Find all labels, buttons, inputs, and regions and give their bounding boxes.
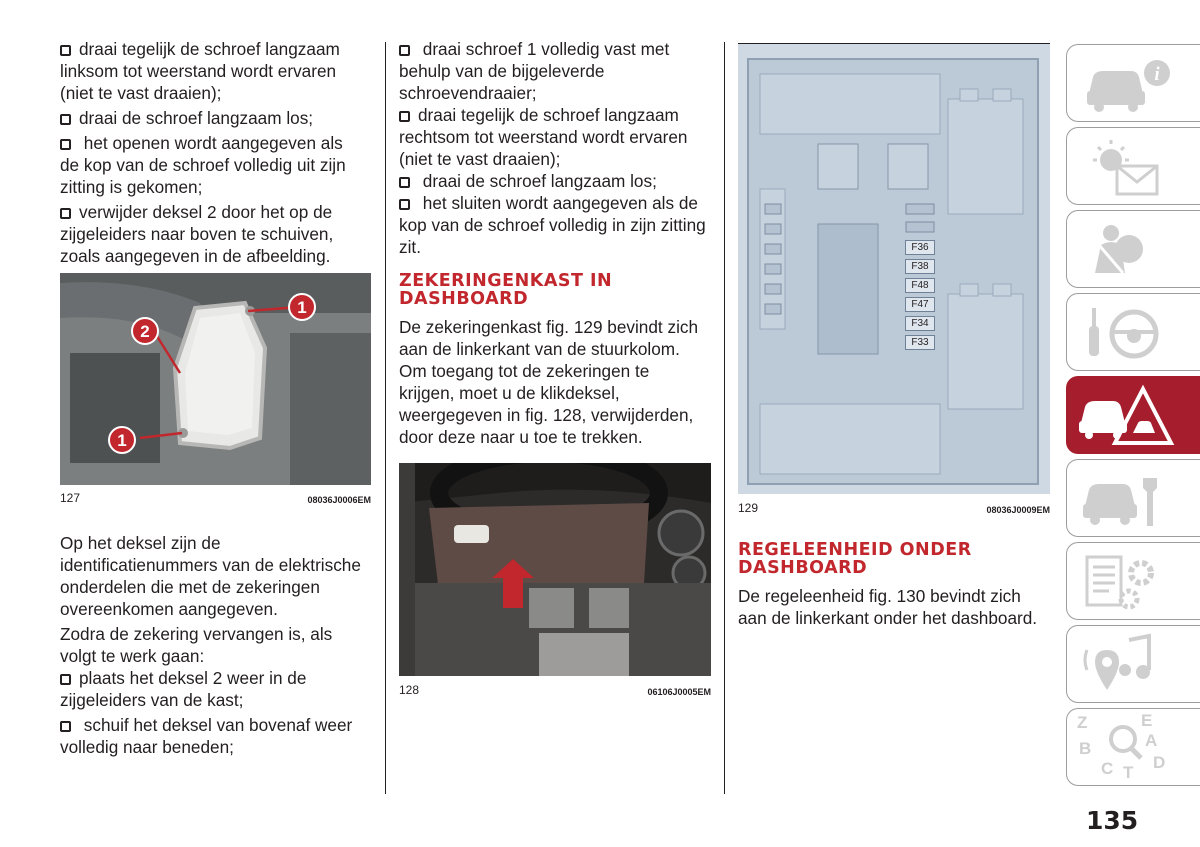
page-number: 135 [1086,806,1139,835]
index-letter: D [1153,753,1166,772]
column-1-lower [60,532,380,761]
magnifier-icon [1105,721,1145,761]
dashboard-lights-icon [1079,132,1179,202]
figure-127-caption [60,491,371,505]
index-letter: B [1079,739,1092,758]
column-3-text [738,541,1058,632]
figure-code: 08036J0009EM [986,505,1050,515]
index-letter: C [1101,759,1114,778]
index-letter: T [1123,763,1134,782]
callout-1-label: 1 [117,431,127,450]
tab-dashboard[interactable] [1066,127,1200,205]
tab-emergency[interactable] [1066,376,1200,454]
index-letter: A [1145,731,1158,750]
figure-128-caption [399,683,711,697]
checkbox-icon [60,114,71,125]
svg-text:i: i [1154,64,1160,85]
column-divider [724,42,725,794]
paragraph: Zodra de zekering vervangen is, als volgt te werk gaan: [60,624,333,666]
checkbox-icon [399,111,410,122]
paragraph: Op het deksel zijn de identificatienummers van de elektrische onderdelen die met de zekeringen overeenkomen aangegeven. [60,533,361,619]
step-item: draai de schroef langzaam los; [399,170,719,192]
figure-code: 06106J0005EM [647,687,711,697]
callout-2-label: 2 [140,322,150,341]
fuse-label: F33 [905,335,935,350]
emergency-warning-icon [1075,381,1175,451]
index-icon [1075,711,1175,785]
checkbox-icon [399,199,410,210]
step-item: draai schroef 1 volledig vast met behulp van de bijgeleverde schroevendraaier; [399,39,670,103]
fuse-label: F48 [905,278,935,293]
checkbox-icon [399,45,410,56]
fuse-label: F38 [905,259,935,274]
tab-multimedia[interactable] [1066,625,1200,703]
checkbox-icon [60,45,71,56]
fuse-label: F36 [905,240,935,255]
tab-safety[interactable] [1066,210,1200,288]
step-item: draai tegelijk de schroef langzaam rechtsom tot weerstand wordt ervaren (niet te vast draaien); [399,105,688,169]
car-info-icon [1079,49,1179,119]
fuse-label: F34 [905,316,935,331]
step-item: het openen wordt aangegeven als de kop van de schroef volledig uit zijn zitting is gekomen; [60,133,346,197]
fuse-label: F47 [905,297,935,312]
key-steering-icon [1079,298,1179,368]
paragraph: De zekeringenkast fig. 129 bevindt zich aan de linkerkant van de stuurkolom. Om toegang tot de zekeringen te krijgen, moet u de klikdeksel, weergegeven in fig. 128, verwijderden, door deze naar u toe te trekken. [399,317,699,447]
tab-car-info[interactable] [1066,44,1200,122]
column-2 [399,38,719,451]
index-letter: Z [1077,713,1088,732]
column-1 [60,38,380,270]
tab-technical-data[interactable] [1066,542,1200,620]
column-divider [385,42,386,794]
step-item: schuif het deksel van bovenaf weer volledig naar beneden; [60,715,353,757]
figure-127-image [60,273,371,485]
figure-number: 128 [399,683,420,697]
checkbox-icon [60,208,71,219]
checkbox-icon [399,177,410,188]
checkbox-icon [60,721,71,732]
step-item: draai de schroef langzaam los; [60,107,380,129]
checkbox-icon [60,674,71,685]
car-service-icon [1079,464,1179,534]
step-item: verwijder deksel 2 door het op de zijgeleiders naar boven te schuiven, zoals aangegeven in de afbeelding. [60,202,334,266]
index-letter: E [1141,711,1153,730]
tab-service[interactable] [1066,459,1200,537]
step-item: draai tegelijk de schroef langzaam linksom tot weerstand wordt ervaren (niet te vast draaien); [60,39,340,103]
step-item: het sluiten wordt aangegeven als de kop van de schroef volledig in zijn zitting zit. [399,193,706,257]
step-item: plaats het deksel 2 weer in de zijgeleiders van de kast; [60,668,307,710]
section-heading: ZEKERINGENKAST IN DASHBOARD [399,271,613,309]
technical-data-icon [1079,547,1179,617]
callout-1-label: 1 [297,298,307,317]
figure-129-caption [738,501,1050,515]
figure-code: 08036J0006EM [307,495,371,505]
safety-airbag-icon [1079,215,1179,285]
section-heading: REGELEENHEID ONDER DASHBOARD [738,540,972,578]
tab-starting[interactable] [1066,293,1200,371]
multimedia-icon [1079,630,1179,700]
figure-number: 129 [738,501,759,515]
figure-number: 127 [60,491,81,505]
paragraph: De regeleenheid fig. 130 bevindt zich aan de linkerkant onder het dashboard. [738,586,1038,628]
tab-index[interactable] [1066,708,1200,786]
figure-129-image [738,43,1050,494]
checkbox-icon [60,139,71,150]
fuse-labels [905,240,935,354]
figure-128-image [399,463,711,676]
